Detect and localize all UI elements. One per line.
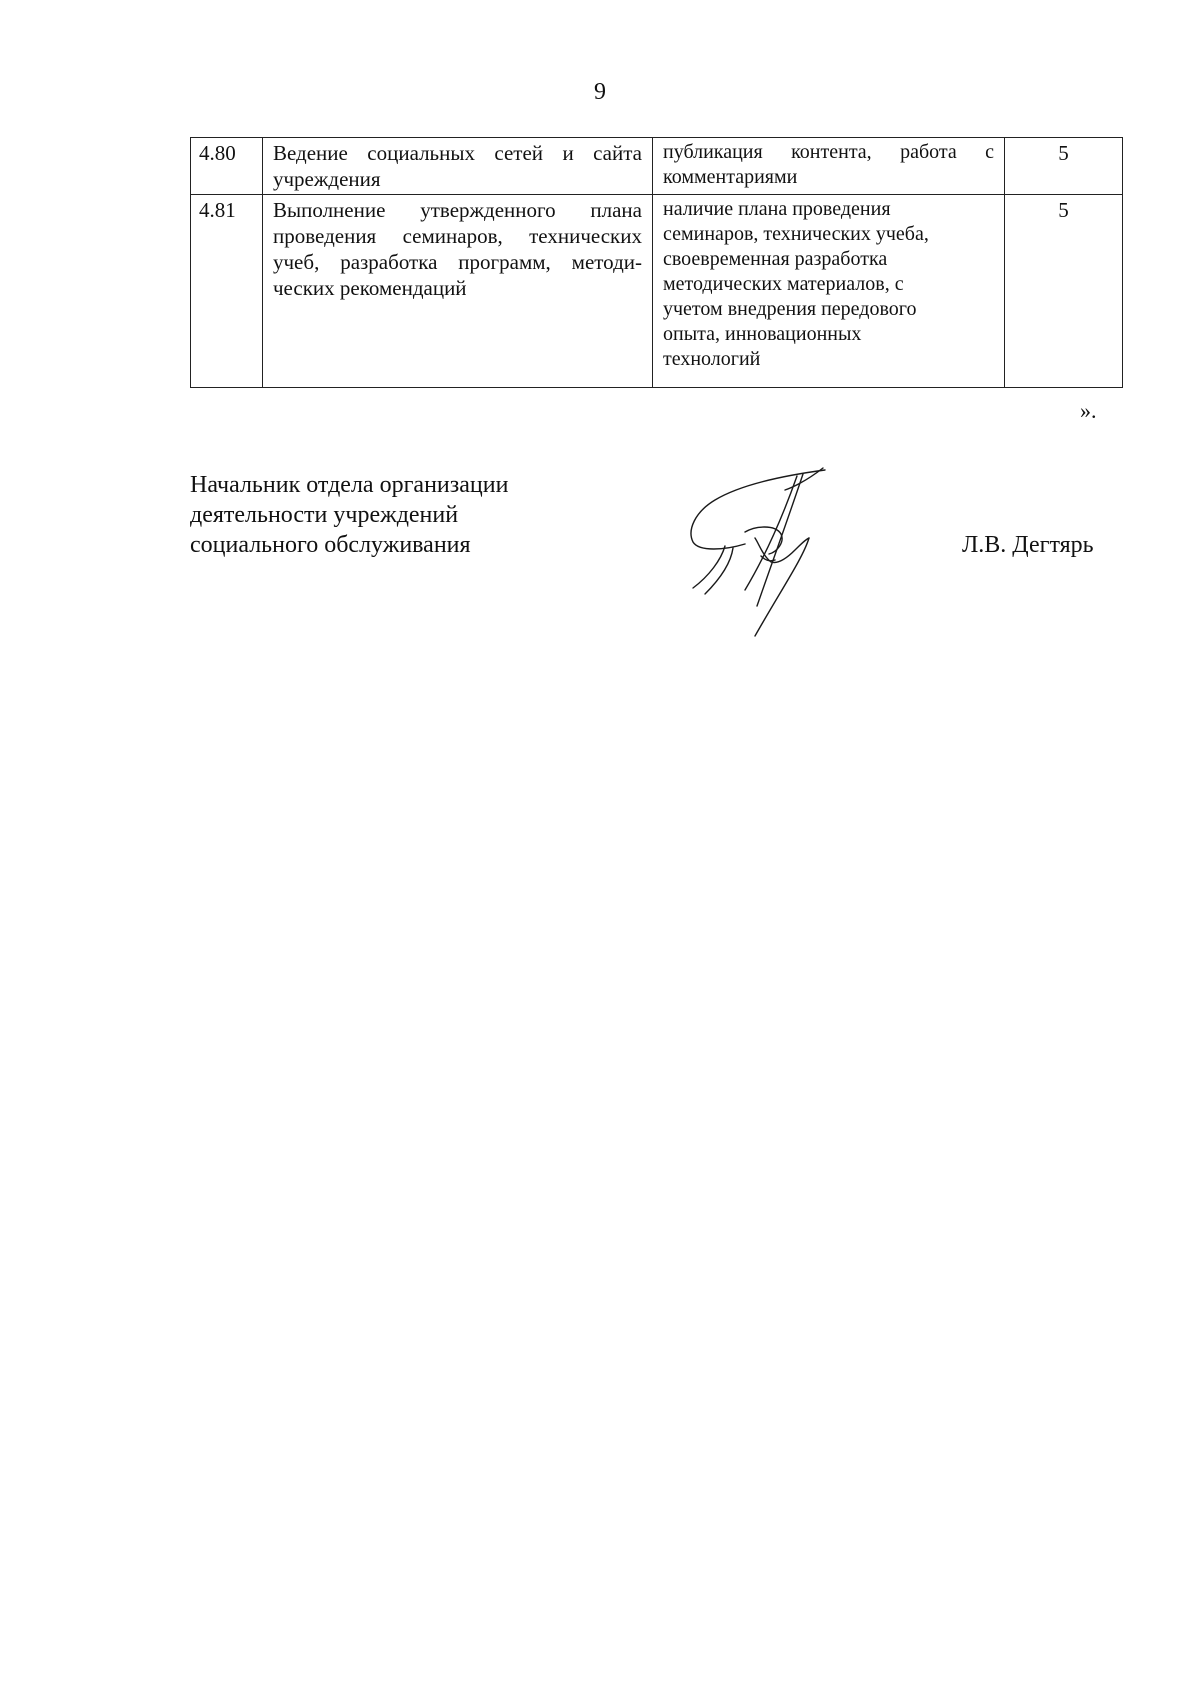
page-number: 9 [594, 79, 606, 105]
description-line: учетом внедрения передового [663, 298, 917, 320]
handwritten-signature [685, 460, 835, 640]
criterion-score: 5 [1005, 138, 1123, 195]
criteria-table [190, 137, 1123, 388]
description-line: опыта, инновационных [663, 323, 862, 345]
criterion-name: Выполнение утвержденного плана проведения семинаров, технических учеб, разработка программ, методических рекомендаций [263, 195, 653, 388]
signatory-name: Л.В. Дегтярь [962, 532, 1094, 558]
description-line: наличие плана проведения [663, 198, 891, 220]
description-line: своевременная разработка [663, 248, 888, 270]
criterion-name: Ведение социальных сетей и сайта учреждения [263, 138, 653, 195]
criterion-score: 5 [1005, 195, 1123, 388]
criterion-number: 4.80 [191, 138, 263, 195]
criterion-number: 4.81 [191, 195, 263, 388]
table-row [191, 195, 1123, 388]
position-line: социального обслуживания [190, 532, 471, 558]
table-row [191, 138, 1123, 195]
position-line: Начальник отдела организации [190, 472, 509, 498]
criterion-description: публикация контента, работа с комментариями [653, 138, 1005, 195]
description-line: технологий [663, 348, 761, 370]
criterion-description [653, 195, 1005, 388]
position-line: деятельности учреждений [190, 502, 459, 528]
signatory-position [190, 470, 610, 560]
description-line: семинаров, технических учеба, [663, 223, 929, 245]
description-line: методических материалов, с [663, 273, 904, 295]
closing-quote: ». [1080, 398, 1097, 423]
